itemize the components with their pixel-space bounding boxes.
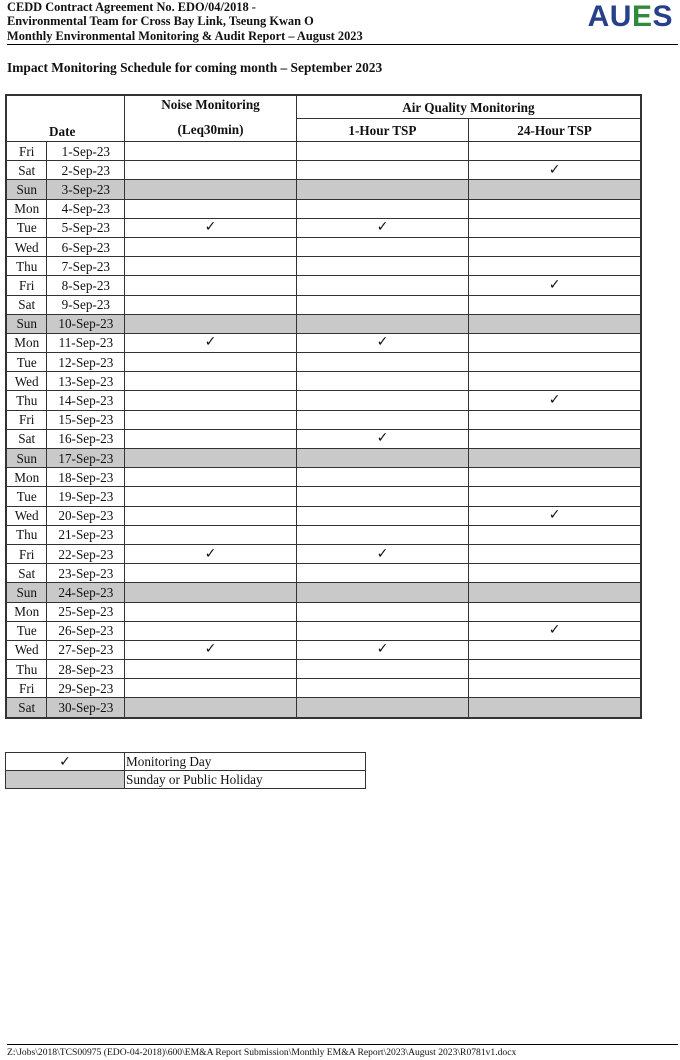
day-cell: Sun	[6, 583, 47, 602]
tsp-24hour-column-header: 24-Hour TSP	[469, 119, 641, 142]
noise-check-cell	[125, 698, 297, 718]
date-cell: 17-Sep-23	[47, 449, 125, 468]
noise-header-label: Noise Monitoring	[161, 97, 260, 112]
aues-logo	[588, 0, 673, 34]
day-cell: Thu	[6, 257, 47, 276]
date-cell: 22-Sep-23	[47, 544, 125, 563]
table-row	[6, 506, 641, 525]
noise-check-cell	[125, 391, 297, 410]
day-cell: Sat	[6, 295, 47, 314]
tsp-1hour-check-cell	[296, 621, 468, 640]
header-divider	[7, 44, 678, 45]
tsp-24hour-check-cell	[469, 640, 641, 659]
tsp-1hour-check-cell	[296, 583, 468, 602]
tsp-1hour-check-cell	[296, 602, 468, 621]
noise-check-cell	[125, 583, 297, 602]
day-cell: Tue	[6, 621, 47, 640]
tsp-1hour-check-cell	[296, 679, 468, 698]
noise-check-cell	[125, 199, 297, 218]
noise-check-cell: ✓	[125, 544, 297, 563]
report-header	[7, 0, 675, 44]
tsp-24hour-check-cell	[469, 199, 641, 218]
tsp-24hour-check-cell	[469, 525, 641, 544]
day-cell: Wed	[6, 372, 47, 391]
legend-body	[6, 753, 366, 789]
date-cell: 30-Sep-23	[47, 698, 125, 718]
table-row	[6, 449, 641, 468]
date-cell: 1-Sep-23	[47, 142, 125, 161]
date-cell: 12-Sep-23	[47, 353, 125, 372]
tsp-24hour-check-cell	[469, 353, 641, 372]
tsp-1hour-check-cell: ✓	[296, 544, 468, 563]
tsp-24hour-check-cell	[469, 468, 641, 487]
table-row	[6, 679, 641, 698]
day-cell: Thu	[6, 525, 47, 544]
day-cell: Sun	[6, 449, 47, 468]
table-row	[6, 621, 641, 640]
tsp-24hour-check-cell: ✓	[469, 276, 641, 295]
noise-check-cell	[125, 621, 297, 640]
tsp-1hour-check-cell: ✓	[296, 218, 468, 237]
legend-item	[6, 771, 366, 789]
table-row	[6, 333, 641, 352]
date-cell: 15-Sep-23	[47, 410, 125, 429]
tsp-24hour-check-cell	[469, 583, 641, 602]
day-cell: Fri	[6, 544, 47, 563]
table-row	[6, 218, 641, 237]
table-row	[6, 180, 641, 199]
date-cell: 21-Sep-23	[47, 525, 125, 544]
table-row	[6, 429, 641, 448]
tsp-1hour-check-cell	[296, 372, 468, 391]
tsp-24hour-check-cell	[469, 698, 641, 718]
noise-check-cell	[125, 410, 297, 429]
date-cell: 5-Sep-23	[47, 218, 125, 237]
date-cell: 29-Sep-23	[47, 679, 125, 698]
date-cell: 13-Sep-23	[47, 372, 125, 391]
table-row	[6, 544, 641, 563]
header-line-team: Environmental Team for Cross Bay Link, Tseung Kwan O	[7, 14, 314, 29]
legend-item	[6, 753, 366, 771]
noise-check-cell	[125, 353, 297, 372]
noise-check-cell	[125, 257, 297, 276]
noise-check-cell: ✓	[125, 218, 297, 237]
noise-check-cell	[125, 295, 297, 314]
tsp-24hour-check-cell	[469, 449, 641, 468]
day-cell: Tue	[6, 353, 47, 372]
tsp-1hour-check-cell	[296, 161, 468, 180]
day-cell: Tue	[6, 487, 47, 506]
day-cell: Mon	[6, 602, 47, 621]
tsp-1hour-check-cell: ✓	[296, 429, 468, 448]
tsp-24hour-check-cell	[469, 333, 641, 352]
table-row	[6, 602, 641, 621]
table-row	[6, 468, 641, 487]
noise-column-header	[125, 95, 297, 142]
tsp-1hour-check-cell	[296, 449, 468, 468]
header-line-contract: CEDD Contract Agreement No. EDO/04/2018 -	[7, 0, 256, 14]
tsp-1hour-check-cell	[296, 506, 468, 525]
day-cell: Sun	[6, 180, 47, 199]
tsp-24hour-check-cell	[469, 602, 641, 621]
tsp-1hour-check-cell	[296, 257, 468, 276]
noise-check-cell	[125, 237, 297, 256]
tsp-1hour-check-cell	[296, 295, 468, 314]
date-cell: 20-Sep-23	[47, 506, 125, 525]
tsp-24hour-check-cell	[469, 295, 641, 314]
schedule-body	[6, 142, 641, 718]
noise-check-cell	[125, 429, 297, 448]
date-cell: 3-Sep-23	[47, 180, 125, 199]
day-cell: Tue	[6, 218, 47, 237]
table-row	[6, 353, 641, 372]
date-cell: 4-Sep-23	[47, 199, 125, 218]
tsp-24hour-check-cell	[469, 180, 641, 199]
tsp-1hour-check-cell: ✓	[296, 640, 468, 659]
noise-check-cell	[125, 660, 297, 679]
tsp-24hour-check-cell	[469, 314, 641, 333]
day-cell: Mon	[6, 199, 47, 218]
date-cell: 16-Sep-23	[47, 429, 125, 448]
date-cell: 9-Sep-23	[47, 295, 125, 314]
table-row	[6, 410, 641, 429]
noise-check-cell: ✓	[125, 333, 297, 352]
tsp-24hour-check-cell	[469, 218, 641, 237]
day-cell: Fri	[6, 410, 47, 429]
tsp-1hour-check-cell	[296, 391, 468, 410]
table-row	[6, 314, 641, 333]
tsp-24hour-check-cell	[469, 429, 641, 448]
day-cell: Sat	[6, 698, 47, 718]
footer-divider	[7, 1044, 678, 1045]
day-cell: Sun	[6, 314, 47, 333]
tsp-24hour-check-cell	[469, 564, 641, 583]
page-title: Impact Monitoring Schedule for coming month – September 2023	[7, 60, 383, 75]
day-cell: Mon	[6, 468, 47, 487]
date-cell: 28-Sep-23	[47, 660, 125, 679]
tsp-24hour-check-cell	[469, 372, 641, 391]
logo-letter: U	[609, 0, 632, 33]
tsp-24hour-check-cell	[469, 237, 641, 256]
table-row	[6, 391, 641, 410]
tsp-1hour-check-cell	[296, 142, 468, 161]
date-cell: 10-Sep-23	[47, 314, 125, 333]
day-cell: Thu	[6, 391, 47, 410]
legend-shade-swatch	[6, 771, 125, 789]
logo-letter: S	[652, 0, 673, 33]
header-line-report: Monthly Environmental Monitoring & Audit Report – August 2023	[7, 28, 363, 43]
noise-check-cell	[125, 564, 297, 583]
tsp-1hour-check-cell: ✓	[296, 333, 468, 352]
tsp-1hour-check-cell	[296, 564, 468, 583]
logo-letter: E	[631, 0, 653, 33]
noise-check-cell	[125, 468, 297, 487]
table-row	[6, 295, 641, 314]
table-row	[6, 237, 641, 256]
legend-label: Sunday or Public Holiday	[125, 771, 366, 789]
legend-check-icon: ✓	[6, 753, 125, 771]
tsp-1hour-check-cell	[296, 698, 468, 718]
date-cell: 11-Sep-23	[47, 333, 125, 352]
noise-check-cell	[125, 506, 297, 525]
legend-label: Monitoring Day	[125, 753, 366, 771]
day-cell: Fri	[6, 276, 47, 295]
date-cell: 7-Sep-23	[47, 257, 125, 276]
date-cell: 24-Sep-23	[47, 583, 125, 602]
table-row	[6, 161, 641, 180]
table-row	[6, 564, 641, 583]
table-row	[6, 660, 641, 679]
tsp-24hour-check-cell: ✓	[469, 621, 641, 640]
noise-check-cell	[125, 487, 297, 506]
day-cell: Fri	[6, 142, 47, 161]
air-quality-column-header: Air Quality Monitoring	[296, 95, 641, 119]
tsp-1hour-check-cell	[296, 487, 468, 506]
tsp-24hour-check-cell	[469, 410, 641, 429]
noise-check-cell	[125, 142, 297, 161]
day-cell: Wed	[6, 237, 47, 256]
monitoring-schedule-table	[5, 94, 642, 719]
noise-header-sublabel: (Leq30min)	[177, 122, 244, 137]
date-cell: 18-Sep-23	[47, 468, 125, 487]
tsp-1hour-check-cell	[296, 468, 468, 487]
date-cell: 27-Sep-23	[47, 640, 125, 659]
table-row	[6, 640, 641, 659]
noise-check-cell	[125, 276, 297, 295]
date-cell: 14-Sep-23	[47, 391, 125, 410]
table-row	[6, 142, 641, 161]
date-cell: 8-Sep-23	[47, 276, 125, 295]
table-row	[6, 487, 641, 506]
table-row	[6, 525, 641, 544]
table-row	[6, 583, 641, 602]
tsp-1hour-check-cell	[296, 525, 468, 544]
header-lines	[7, 0, 675, 43]
tsp-24hour-check-cell: ✓	[469, 391, 641, 410]
tsp-1hour-check-cell	[296, 237, 468, 256]
tsp-24hour-check-cell	[469, 660, 641, 679]
tsp-24hour-check-cell	[469, 257, 641, 276]
tsp-24hour-check-cell	[469, 142, 641, 161]
table-row	[6, 199, 641, 218]
date-cell: 26-Sep-23	[47, 621, 125, 640]
tsp-1hour-column-header: 1-Hour TSP	[296, 119, 468, 142]
day-cell: Wed	[6, 640, 47, 659]
date-cell: 2-Sep-23	[47, 161, 125, 180]
day-cell: Wed	[6, 506, 47, 525]
tsp-24hour-check-cell: ✓	[469, 161, 641, 180]
noise-check-cell	[125, 372, 297, 391]
tsp-1hour-check-cell	[296, 660, 468, 679]
file-path-footer: Z:\Jobs\2018\TCS00975 (EDO-04-2018)\600\EM&A Report Submission\Monthly EM&A Report\2023\August 2023\R0781v1.docx	[7, 1047, 517, 1058]
logo-letter: A	[587, 0, 610, 33]
tsp-1hour-check-cell	[296, 410, 468, 429]
day-cell: Sat	[6, 429, 47, 448]
date-cell: 19-Sep-23	[47, 487, 125, 506]
tsp-24hour-check-cell	[469, 544, 641, 563]
tsp-1hour-check-cell	[296, 353, 468, 372]
table-row	[6, 372, 641, 391]
date-cell: 6-Sep-23	[47, 237, 125, 256]
table-row	[6, 257, 641, 276]
noise-check-cell	[125, 525, 297, 544]
day-cell: Sat	[6, 564, 47, 583]
day-cell: Fri	[6, 679, 47, 698]
noise-check-cell	[125, 602, 297, 621]
tsp-1hour-check-cell	[296, 199, 468, 218]
tsp-24hour-check-cell: ✓	[469, 506, 641, 525]
noise-check-cell	[125, 180, 297, 199]
table-row	[6, 276, 641, 295]
noise-check-cell	[125, 161, 297, 180]
tsp-1hour-check-cell	[296, 314, 468, 333]
day-cell: Thu	[6, 660, 47, 679]
date-cell: 23-Sep-23	[47, 564, 125, 583]
tsp-24hour-check-cell	[469, 679, 641, 698]
table-row	[6, 698, 641, 718]
legend-table	[5, 752, 366, 789]
noise-check-cell	[125, 314, 297, 333]
date-column-header: Date	[6, 95, 125, 142]
noise-check-cell	[125, 449, 297, 468]
tsp-1hour-check-cell	[296, 180, 468, 199]
day-cell: Sat	[6, 161, 47, 180]
date-cell: 25-Sep-23	[47, 602, 125, 621]
noise-check-cell	[125, 679, 297, 698]
day-cell: Mon	[6, 333, 47, 352]
tsp-1hour-check-cell	[296, 276, 468, 295]
tsp-24hour-check-cell	[469, 487, 641, 506]
noise-check-cell: ✓	[125, 640, 297, 659]
